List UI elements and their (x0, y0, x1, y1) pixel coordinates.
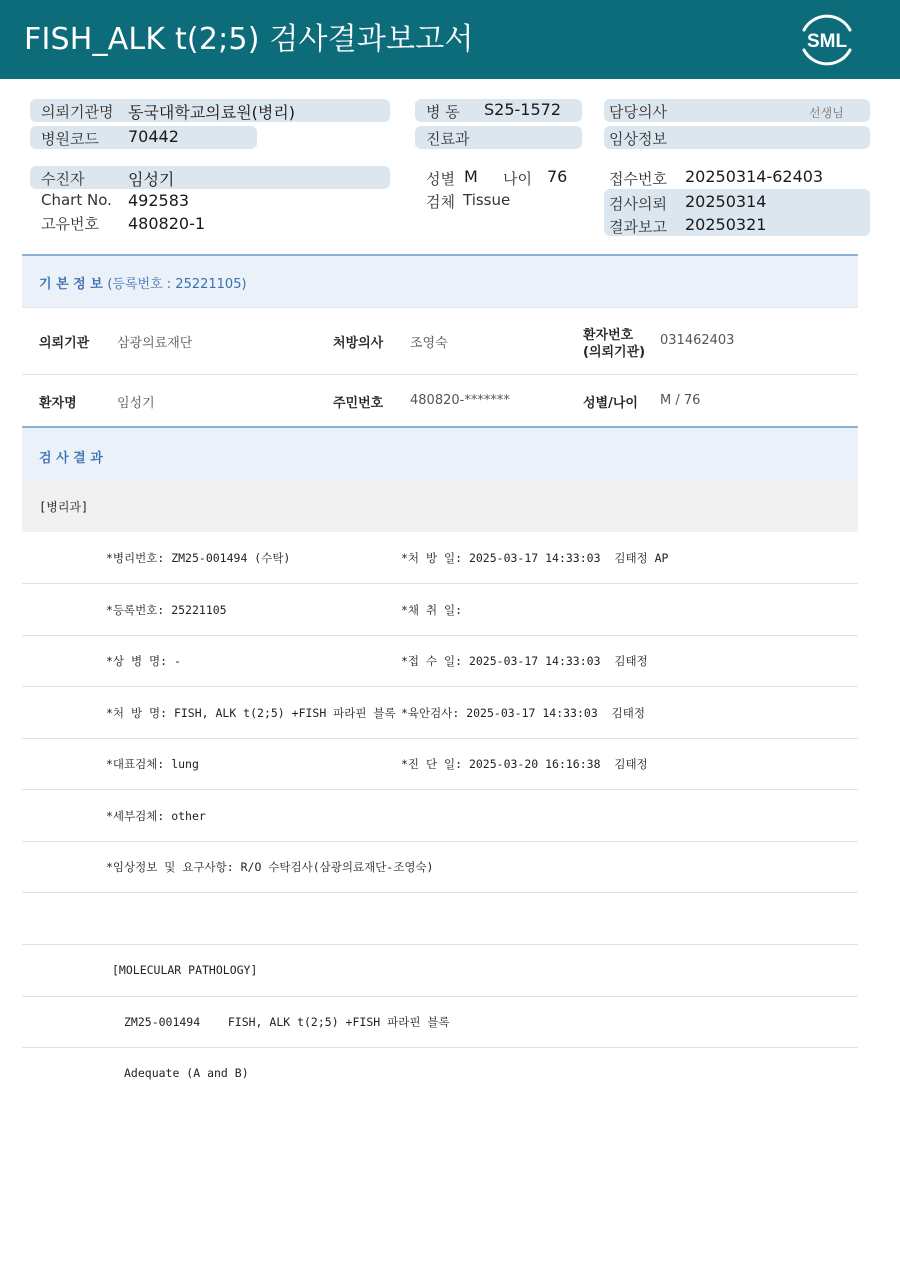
divider (22, 583, 858, 584)
result-row-left: *등록번호: 25221105 (106, 603, 227, 617)
ward-value: S25-1572 (484, 100, 562, 119)
prescriber-value: 조영숙 (410, 336, 448, 351)
basic-info-title (39, 273, 247, 292)
divider (22, 789, 858, 790)
institution-label: 의뢰기관명 (41, 103, 114, 121)
name-value: 임성기 (117, 396, 155, 411)
name-label: 환자명 (39, 396, 77, 411)
rrn-value: 480820-******* (410, 393, 510, 408)
org-label: 의뢰기관 (39, 336, 90, 351)
specimen-label: 검체 (426, 193, 455, 211)
dept-text: [병리과] (39, 500, 89, 514)
registration-number-text: (등록번호 : 25221105) (107, 277, 247, 292)
clinical-label: 임상정보 (609, 130, 667, 148)
hospital-code-value: 70442 (128, 127, 179, 146)
result-date-value: 20250321 (685, 215, 767, 234)
rrn-label: 주민번호 (333, 396, 384, 411)
institution-value: 동국대학교의료원(병리) (128, 103, 296, 122)
ward-label: 병 동 (426, 103, 460, 121)
org-value: 삼광의료재단 (117, 336, 193, 351)
patient-value: 임성기 (128, 170, 175, 189)
unique-no-value: 480820-1 (128, 214, 206, 233)
prescriber-label: 처방의사 (333, 336, 384, 351)
result-row-left: *병리번호: ZM25-001494 (수탁) (106, 551, 291, 565)
receipt-no-value: 20250314-62403 (685, 167, 824, 186)
request-date-label: 검사의뢰 (609, 195, 667, 213)
specimen-value: Tissue (463, 191, 511, 209)
result-row-right: *처 방 일: 2025-03-17 14:33:03 김태정 AP (401, 551, 669, 565)
sex-age-value: M / 76 (660, 393, 701, 408)
patient-no-value: 031462403 (660, 333, 735, 348)
result-row-right: *진 단 일: 2025-03-20 16:16:38 김태정 (401, 757, 648, 771)
result-row-left: *임상정보 및 요구사항: R/O 수탁검사(삼광의료재단-조영숙) (106, 860, 434, 874)
patient-label: 수진자 (41, 170, 85, 188)
patient-no-label: 환자번호 (583, 328, 634, 343)
divider (22, 738, 858, 739)
divider (22, 307, 858, 308)
divider (22, 686, 858, 687)
sex-age-label: 성별/나이 (583, 396, 638, 411)
molecular-heading: [MOLECULAR PATHOLOGY] (112, 963, 258, 977)
basic-info-header (22, 254, 858, 307)
divider (22, 944, 858, 945)
adequacy-text: Adequate (A and B) (124, 1066, 249, 1080)
result-row-left: *처 방 명: FISH, ALK t(2;5) +FISH 파라핀 블록 (106, 706, 396, 720)
divider (22, 1047, 858, 1048)
divider (22, 374, 858, 375)
sex-label: 성별 (426, 170, 455, 188)
age-value: 76 (547, 167, 568, 186)
dept-band (22, 480, 858, 532)
report-title: FISH_ALK t(2;5) 검사결과보고서 (24, 22, 474, 57)
chart-no-value: 492583 (128, 191, 190, 210)
logo-text: SML (806, 31, 848, 52)
report-header (0, 0, 900, 79)
receipt-no-label: 접수번호 (609, 170, 667, 188)
divider (22, 635, 858, 636)
result-row-left: *상 병 명: - (106, 654, 181, 668)
basic-info-title-text: 기 본 정 보 (39, 277, 103, 292)
dept-label: 진료과 (426, 130, 470, 148)
results-header (22, 426, 858, 480)
patient-no-label-sub: (의뢰기관) (583, 345, 646, 360)
divider (22, 841, 858, 842)
result-row-right: *채 취 일: (401, 603, 463, 617)
doctor-suffix: 선생님 (809, 106, 844, 120)
result-date-label: 결과보고 (609, 218, 667, 236)
results-title: 검 사 결 과 (39, 451, 103, 466)
unique-no-label: 고유번호 (41, 215, 99, 233)
result-row-right: *접 수 일: 2025-03-17 14:33:03 김태정 (401, 654, 648, 668)
divider (22, 996, 858, 997)
result-row-left: *대표검체: lung (106, 757, 199, 771)
age-label: 나이 (503, 170, 532, 188)
sex-value: M (464, 167, 478, 186)
result-row-right: *육안검사: 2025-03-17 14:33:03 김태정 (401, 706, 645, 720)
hospital-code-label: 병원코드 (41, 130, 99, 148)
molecular-line: ZM25-001494 FISH, ALK t(2;5) +FISH 파라핀 블록 (124, 1015, 450, 1029)
request-date-value: 20250314 (685, 192, 767, 211)
chart-no-label: Chart No. (41, 191, 112, 209)
result-row-left: *세부검체: other (106, 809, 206, 823)
doctor-label: 담당의사 (609, 103, 667, 121)
divider (22, 892, 858, 893)
sml-logo-icon (796, 10, 858, 68)
